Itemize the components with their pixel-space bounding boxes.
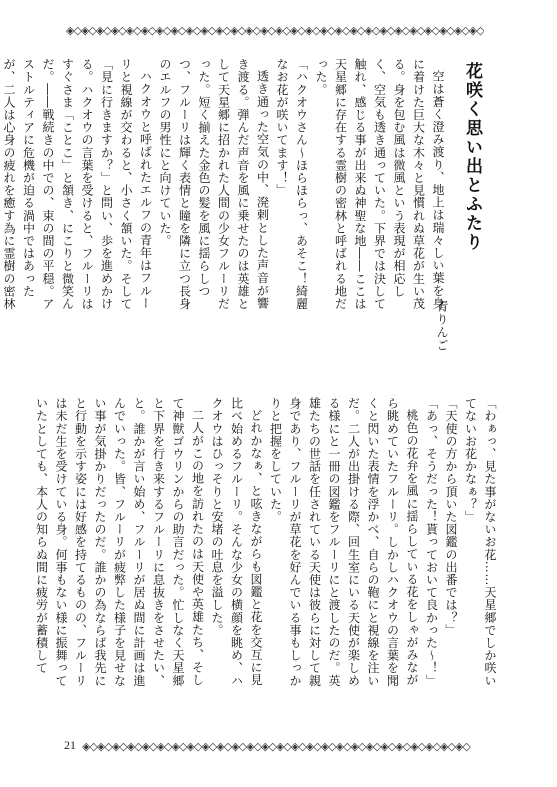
lower-text-column [31,397,499,697]
paragraph: 桃色の花弁を風に揺らしている花をしゃがみながら眺めていたフルーリ。しかしハクオウの言葉を聞くと閃いた表情を浮かべ、自らの鞄にと視線を注いだ。二人が出掛ける際、回生室にいる天使が楽しめる様にと一冊の図鑑をフルーリにと渡したのだ。英雄たちの世話を任されている天使は彼らに対して親身であり、フルーリが草花を好んでいる事もしっかりと把握をしていた。 [268,397,419,687]
dialogue-line: 「あっ、そうだった！貰っておいて良かった～！」 [424,397,439,687]
dialogue-line: 「天使の方から頂いた図鑑の出番では？」 [444,397,458,637]
paragraph: どれかなぁ、と呟きながらも図鑑と花を交互に見比べ始めるフルーリ。そんな少女の横顔を眺め、ハクオウはひっそりと安堵の吐息を溢した。 [210,397,263,687]
story-title: 花咲く思い出とふたり [462,62,482,252]
top-ornament-border: ◈◇◈◇◈◇◈◇◈◇◈◇◈◇◈◇◈◇◈◇◈◇◈◇◈◇◈◇◈◇◈◇◈◇◈◇◈◇◈◇◈◇◈◇◈◇◈◇◈◇◈◇◈◇◈◇ [66,24,484,37]
paragraph: 空は蒼く澄み渡り、地上は瑞々しい葉を身に着けた巨大な木々と見慣れぬ草花が生い茂る。身を包む風は微風という表現が相応しく、空気も透き通っていた。下界では決して触れ、感じる事が出来ぬ神聖な地――ここは天星郷に存在する霊樹の密林と呼ばれる地だった。 [314,58,445,310]
upper-text-column [0,58,447,318]
paragraph: 二人がこの地を訪れたのは天使や英雄たち、そして神獣ゴウリンからの助言だった。忙しなく天星郷と下界を行き来するフルーリに息抜きをさせたい、と。誰かが言い始め、フルーリが居ぬ間に計画は進んでいった。皆、フルーリが疲弊した様子を見せない事が気掛かりだったのだ。誰かの為ならば我先にと行動を示す姿には好感を持てるものの、フルーリは未だ生を受けている身。何事もない様に振舞っていたとしても、本人の知らぬ間に疲労が蓄積して [34,397,205,687]
dialogue-line: 「わぁっ、見た事がないお花……天星郷でしか咲いてないお花かなぁ？」 [463,397,497,687]
dialogue-line: 「ハクオウさん～ほらほらっ、あそこ！綺麗なお花が咲いてます！」 [275,58,309,310]
paragraph: ハクオウと呼ばれたエルフの青年はフルーリと視線が交わると、小さく頷いた。そして「見に行きますか？」と問い、歩を進めかける。ハクオウの言葉を受けると、フルーリはすぐさま「ことこ」と頷き、にこりと微笑んだ。――戦続きの中での、束の間の平穏。アストルティアに危機が迫る渦中ではあったが、二人は心身の疲れを癒す為に霊樹の密林 [2,58,153,310]
paragraph: 透き通った空気の中、溌剌とした声音が響き渡る。弾んだ声音を風に乗せたのは英雄として天星郷に招かれた人間の少女フルーリだった。短く揃えた金色の髪を風に揺らしつつ、フルーリは輝く表情と瞳を隣に立つ長身のエルフの男性にと向けていた。 [158,58,270,310]
page-number: 21 [64,738,76,752]
bottom-ornament-border: ◈◇◈◇◈◇◈◇◈◇◈◇◈◇◈◇◈◇◈◇◈◇◈◇◈◇◈◇◈◇◈◇◈◇◈◇◈◇◈◇◈◇◈◇◈◇◈◇◈◇◈◇ [82,740,470,753]
story-author: 青りんご [435,300,449,352]
